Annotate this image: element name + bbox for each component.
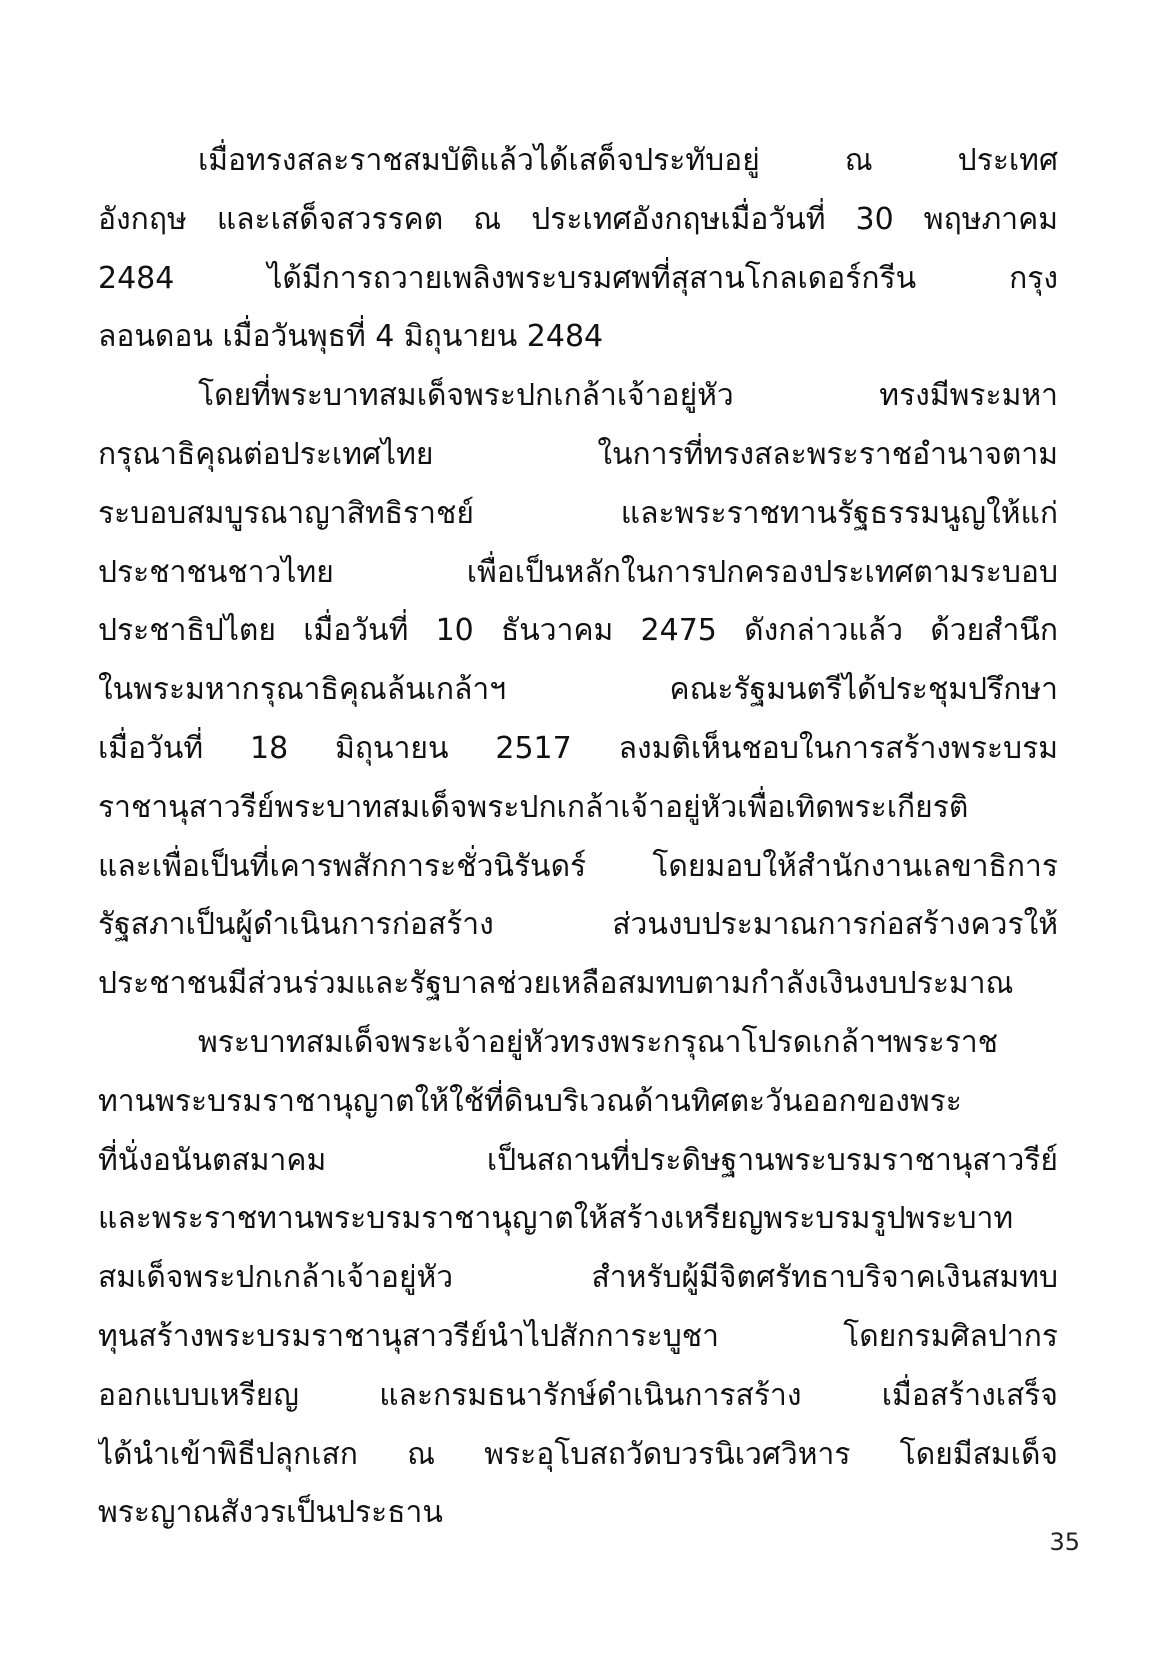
paragraph-3-line-6: ทุนสร้างพระบรมราชานุสาวรีย์นำไปสักการะบูชา โดยกรมศิลปากร <box>98 1318 1058 1354</box>
paragraph-2-line-11: ประชาชนมีส่วนร่วมและรัฐบาลช่วยเหลือสมทบตามกำลังเงินงบประมาณ <box>98 966 1014 1002</box>
paragraph-2-line-7: เมื่อวันที่ 18 มิถุนายน 2517 ลงมติเห็นชอบในการสร้างพระบรม <box>98 730 1058 766</box>
paragraph-3-line-1: พระบาทสมเด็จพระเจ้าอยู่หัวทรงพระกรุณาโปรดเกล้าฯพระราช <box>198 1024 999 1060</box>
paragraph-2-line-9: และเพื่อเป็นที่เคารพสักการะชั่วนิรันดร์ โดยมอบให้สำนักงานเลขาธิการ <box>98 848 1058 884</box>
paragraph-1-line-1: เมื่อทรงสละราชสมบัติแล้วได้เสด็จประทับอยู่ ณ ประเทศ <box>198 143 1058 178</box>
paragraph-2-line-1: โดยที่พระบาทสมเด็จพระปกเกล้าเจ้าอยู่หัว ทรงมีพระมหา <box>198 378 1058 414</box>
paragraph-3-line-9: พระญาณสังวรเป็นประธาน <box>98 1495 443 1531</box>
paragraph-3-line-2: ทานพระบรมราชานุญาตให้ใช้ที่ดินบริเวณด้านทิศตะวันออกของพระ <box>98 1083 962 1119</box>
paragraph-2-line-4: ประชาชนชาวไทย เพื่อเป็นหลักในการปกครองประเทศตามระบอบ <box>98 554 1058 590</box>
paragraph-1-line-2: อังกฤษ และเสด็จสวรรคต ณ ประเทศอังกฤษเมื่อวันที่ 30 พฤษภาคม <box>98 201 1058 237</box>
paragraph-3-line-7: ออกแบบเหรียญ และกรมธนารักษ์ดำเนินการสร้าง เมื่อสร้างเสร็จ <box>98 1377 1058 1413</box>
paragraph-3-line-4: และพระราชทานพระบรมราชานุญาตให้สร้างเหรียญพระบรมรูปพระบาท <box>98 1201 1014 1237</box>
paragraph-3-line-8: ได้นำเข้าพิธีปลุกเสก ณ พระอุโบสถวัดบวรนิเวศวิหาร โดยมีสมเด็จ <box>98 1436 1058 1472</box>
body-text <box>98 132 1058 1543</box>
paragraph-1-line-4: ลอนดอน เมื่อวันพุธที่ 4 มิถุนายน 2484 <box>98 319 604 355</box>
paragraph-1-line-3: 2484 ได้มีการถวายเพลิงพระบรมศพที่สุสานโกลเดอร์กรีน กรุง <box>98 260 1058 296</box>
paragraph-3-line-3: ที่นั่งอนันตสมาคม เป็นสถานที่ประดิษฐานพระบรมราชานุสาวรีย์ <box>98 1142 1058 1178</box>
paragraph-3-line-5: สมเด็จพระปกเกล้าเจ้าอยู่หัว สำหรับผู้มีจิตศรัทธาบริจาคเงินสมทบ <box>98 1260 1058 1296</box>
paragraph-2-line-10: รัฐสภาเป็นผู้ดำเนินการก่อสร้าง ส่วนงบประมาณการก่อสร้างควรให้ <box>98 907 1058 943</box>
paragraph-2-line-2: กรุณาธิคุณต่อประเทศไทย ในการที่ทรงสละพระราชอำนาจตาม <box>98 436 1058 472</box>
page-number: 35 <box>1049 1528 1080 1556</box>
paragraph-2-line-5: ประชาธิปไตย เมื่อวันที่ 10 ธันวาคม 2475 ดังกล่าวแล้ว ด้วยสำนึก <box>98 613 1058 649</box>
paragraph-2-line-6: ในพระมหากรุณาธิคุณล้นเกล้าฯ คณะรัฐมนตรีได้ประชุมปรึกษา <box>98 672 1058 708</box>
paragraph-2-line-3: ระบอบสมบูรณาญาสิทธิราชย์ และพระราชทานรัฐธรรมนูญให้แก่ <box>98 495 1058 531</box>
paragraph-2-line-8: ราชานุสาวรีย์พระบาทสมเด็จพระปกเกล้าเจ้าอยู่หัวเพื่อเทิดพระเกียรติ <box>98 789 969 825</box>
